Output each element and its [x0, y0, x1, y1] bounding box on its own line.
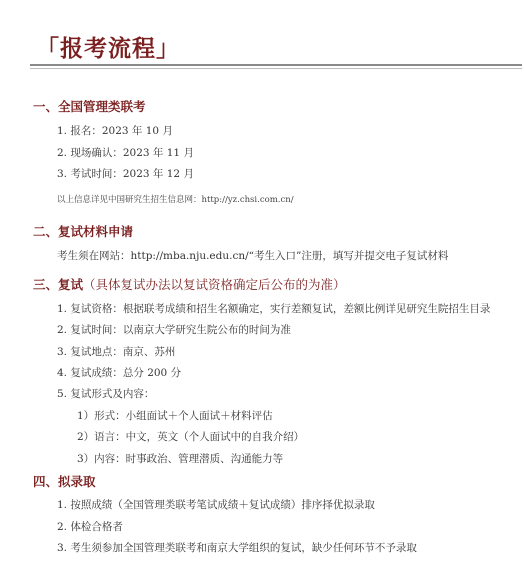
- page-title: 「报考流程」: [36, 35, 180, 62]
- list-item: 5. 复试形式及内容：: [57, 388, 155, 400]
- section-heading-retest: [33, 275, 346, 293]
- list-item: 1. 按照成绩（全国管理类联考笔试成绩＋复试成绩）排序择优拟录取: [57, 499, 375, 511]
- section-heading-exam: 一、全国管理类联考: [33, 99, 146, 114]
- section-heading-materials: 二、复试材料申请: [33, 224, 134, 239]
- list-item: 4. 复试成绩：总分 200 分: [57, 367, 182, 379]
- retest-heading-note: （具体复试办法以复试资格确定后公布的为准）: [83, 277, 346, 292]
- list-item: 3. 考试时间：2023 年 12 月: [57, 168, 194, 180]
- title-rule-thick: [30, 64, 522, 66]
- info-note: 以上信息详见中国研究生招生信息网：http://yz.chsi.com.cn/: [57, 195, 294, 205]
- section-heading-admission: 四、拟录取: [33, 474, 96, 489]
- list-item: 3. 考生须参加全国管理类联考和南京大学组织的复试，缺少任何环节不予录取: [57, 542, 417, 554]
- list-item: 3. 复试地点：南京、苏州: [57, 346, 176, 358]
- title-rule-thin: [30, 68, 522, 69]
- list-item: 2. 体检合格者: [57, 521, 123, 533]
- list-item: 1. 复试资格：根据联考成绩和招生名额确定，实行差额复试，差额比例详见研究生院招生目录: [57, 303, 491, 315]
- list-item: 1. 报名：2023 年 10 月: [57, 125, 173, 137]
- sub-list-item: 1）形式：小组面试＋个人面试＋材料评估: [77, 410, 273, 422]
- list-item: 2. 复试时间：以南京大学研究生院公布的时间为准: [57, 324, 291, 336]
- sub-list-item: 3）内容：时事政治、管理潜质、沟通能力等: [77, 453, 284, 465]
- materials-text: 考生须在网站：http://mba.nju.edu.cn/“考生入口”注册，填写并提交电子复试材料: [57, 250, 449, 262]
- list-item: 2. 现场确认：2023 年 11 月: [57, 147, 194, 159]
- retest-heading-label: 三、复试: [33, 277, 84, 292]
- sub-list-item: 2）语言：中文，英文（个人面试中的自我介绍）: [77, 431, 305, 443]
